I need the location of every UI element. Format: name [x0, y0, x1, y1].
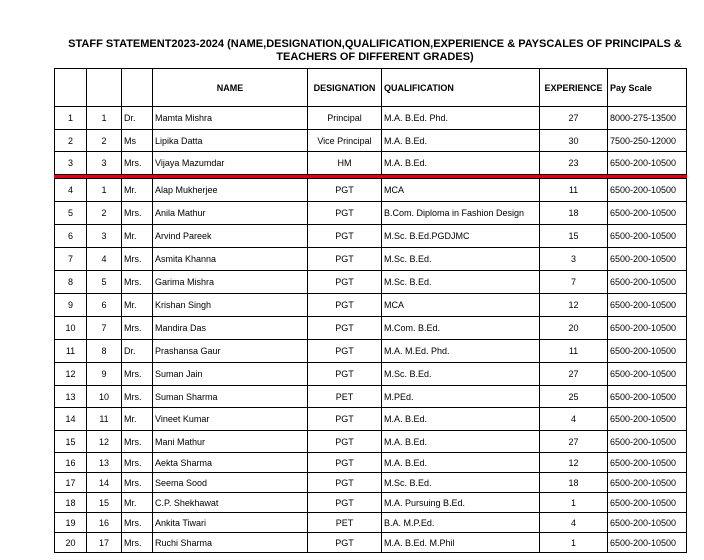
experience-cell: 18 [540, 473, 608, 493]
table-row [55, 271, 687, 294]
table-row [55, 317, 687, 340]
qualification-cell: M.PEd. [382, 386, 540, 408]
name-cell: Asmita Khanna [153, 248, 308, 271]
salutation-cell: Mrs. [122, 317, 153, 340]
experience-cell: 30 [540, 130, 608, 152]
qualification-cell: M.Sc. B.Ed. [382, 363, 540, 386]
designation-cell: PGT [308, 533, 382, 553]
header-row [55, 69, 687, 107]
experience-cell: 15 [540, 225, 608, 248]
header-name: NAME [153, 69, 308, 107]
salutation-cell: Mrs. [122, 473, 153, 493]
name-cell: Garima Mishra [153, 271, 308, 294]
serial-cell: 3 [55, 152, 87, 175]
qualification-cell: B.A. M.P.Ed. [382, 513, 540, 533]
pay-scale-cell: 6500-200-10500 [608, 513, 687, 533]
group-serial-cell: 3 [87, 225, 122, 248]
experience-cell: 11 [540, 179, 608, 202]
pay-scale-cell: 6500-200-10500 [608, 493, 687, 513]
experience-cell: 7 [540, 271, 608, 294]
table-row [55, 202, 687, 225]
salutation-cell: Mrs. [122, 202, 153, 225]
pay-scale-cell: 6500-200-10500 [608, 294, 687, 317]
name-cell: Prashansa Gaur [153, 340, 308, 363]
group-serial-cell: 10 [87, 386, 122, 408]
qualification-cell: M.A. B.Ed. [382, 130, 540, 152]
qualification-cell: M.Com. B.Ed. [382, 317, 540, 340]
experience-cell: 18 [540, 202, 608, 225]
name-cell: Mani Mathur [153, 431, 308, 453]
name-cell: Krishan Singh [153, 294, 308, 317]
experience-cell: 3 [540, 248, 608, 271]
salutation-cell: Dr. [122, 107, 153, 130]
group-serial-cell: 1 [87, 179, 122, 202]
name-cell: C.P. Shekhawat [153, 493, 308, 513]
group-serial-cell: 11 [87, 408, 122, 431]
designation-cell: PGT [308, 317, 382, 340]
designation-cell: PGT [308, 179, 382, 202]
experience-cell: 4 [540, 513, 608, 533]
pay-scale-cell: 6500-200-10500 [608, 473, 687, 493]
name-cell: Alap Mukherjee [153, 179, 308, 202]
salutation-cell: Mrs. [122, 513, 153, 533]
salutation-cell: Mr. [122, 225, 153, 248]
pay-scale-cell: 6500-200-10500 [608, 453, 687, 473]
table-row [55, 533, 687, 553]
experience-cell: 1 [540, 493, 608, 513]
designation-cell: PGT [308, 340, 382, 363]
experience-cell: 11 [540, 340, 608, 363]
table-row [55, 513, 687, 533]
designation-cell: PGT [308, 473, 382, 493]
group-serial-cell: 4 [87, 248, 122, 271]
table-row [55, 179, 687, 202]
designation-cell: PGT [308, 225, 382, 248]
table-row [55, 340, 687, 363]
designation-cell: PET [308, 386, 382, 408]
serial-cell: 4 [55, 179, 87, 202]
header-qualification: QUALIFICATION [382, 69, 540, 107]
serial-cell: 10 [55, 317, 87, 340]
designation-cell: PGT [308, 271, 382, 294]
pay-scale-cell: 6500-200-10500 [608, 271, 687, 294]
qualification-cell: M.A. B.Ed. [382, 453, 540, 473]
table-row [55, 294, 687, 317]
experience-cell: 1 [540, 533, 608, 553]
serial-cell: 1 [55, 107, 87, 130]
qualification-cell: M.A. Pursuing B.Ed. [382, 493, 540, 513]
qualification-cell: B.Com. Diploma in Fashion Design [382, 202, 540, 225]
table-row [55, 408, 687, 431]
qualification-cell: M.A. B.Ed. M.Phil [382, 533, 540, 553]
group-serial-cell: 6 [87, 294, 122, 317]
salutation-cell: Mrs. [122, 453, 153, 473]
header-group-serial [87, 69, 122, 107]
header-pay-scale: Pay Scale [608, 69, 687, 107]
table-row [55, 493, 687, 513]
name-cell: Vineet Kumar [153, 408, 308, 431]
name-cell: Suman Sharma [153, 386, 308, 408]
group-serial-cell: 7 [87, 317, 122, 340]
salutation-cell: Mrs. [122, 533, 153, 553]
serial-cell: 14 [55, 408, 87, 431]
experience-cell: 27 [540, 107, 608, 130]
salutation-cell: Mrs. [122, 431, 153, 453]
name-cell: Seema Sood [153, 473, 308, 493]
qualification-cell: M.A. B.Ed. Phd. [382, 107, 540, 130]
qualification-cell: M.A. B.Ed. [382, 431, 540, 453]
designation-cell: PGT [308, 408, 382, 431]
serial-cell: 13 [55, 386, 87, 408]
designation-cell: PGT [308, 363, 382, 386]
experience-cell: 25 [540, 386, 608, 408]
group-serial-cell: 13 [87, 453, 122, 473]
group-serial-cell: 2 [87, 130, 122, 152]
serial-cell: 16 [55, 453, 87, 473]
qualification-cell: M.Sc. B.Ed.PGDJMC [382, 225, 540, 248]
group-serial-cell: 8 [87, 340, 122, 363]
salutation-cell: Mr. [122, 408, 153, 431]
serial-cell: 2 [55, 130, 87, 152]
qualification-cell: MCA [382, 179, 540, 202]
pay-scale-cell: 8000-275-13500 [608, 107, 687, 130]
salutation-cell: Mr. [122, 493, 153, 513]
designation-cell: Principal [308, 107, 382, 130]
serial-cell: 9 [55, 294, 87, 317]
table-row [55, 386, 687, 408]
name-cell: Arvind Pareek [153, 225, 308, 248]
name-cell: Anila Mathur [153, 202, 308, 225]
table-body [55, 107, 687, 553]
group-serial-cell: 5 [87, 271, 122, 294]
designation-cell: PET [308, 513, 382, 533]
qualification-cell: M.A. M.Ed. Phd. [382, 340, 540, 363]
group-serial-cell: 2 [87, 202, 122, 225]
experience-cell: 27 [540, 363, 608, 386]
name-cell: Ruchi Sharma [153, 533, 308, 553]
designation-cell: PGT [308, 453, 382, 473]
name-cell: Suman Jain [153, 363, 308, 386]
header-experience: EXPERIENCE [540, 69, 608, 107]
serial-cell: 17 [55, 473, 87, 493]
pay-scale-cell: 6500-200-10500 [608, 317, 687, 340]
group-serial-cell: 17 [87, 533, 122, 553]
table-row [55, 225, 687, 248]
serial-cell: 8 [55, 271, 87, 294]
group-serial-cell: 9 [87, 363, 122, 386]
experience-cell: 27 [540, 431, 608, 453]
qualification-cell: M.A. B.Ed. [382, 408, 540, 431]
experience-cell: 20 [540, 317, 608, 340]
table-row [55, 107, 687, 130]
serial-cell: 19 [55, 513, 87, 533]
page-title [55, 38, 695, 64]
pay-scale-cell: 6500-200-10500 [608, 202, 687, 225]
pay-scale-cell: 6500-200-10500 [608, 340, 687, 363]
table-row [55, 130, 687, 152]
table-row [55, 152, 687, 175]
header-serial [55, 69, 87, 107]
salutation-cell: Mr. [122, 294, 153, 317]
pay-scale-cell: 6500-200-10500 [608, 225, 687, 248]
group-serial-cell: 14 [87, 473, 122, 493]
experience-cell: 12 [540, 453, 608, 473]
salutation-cell: Ms [122, 130, 153, 152]
pay-scale-cell: 6500-200-10500 [608, 431, 687, 453]
qualification-cell: M.Sc. B.Ed. [382, 248, 540, 271]
pay-scale-cell: 6500-200-10500 [608, 533, 687, 553]
name-cell: Ankita Tiwari [153, 513, 308, 533]
qualification-cell: MCA [382, 294, 540, 317]
salutation-cell: Mrs. [122, 248, 153, 271]
salutation-cell: Mrs. [122, 152, 153, 175]
group-serial-cell: 12 [87, 431, 122, 453]
title-line-1: STAFF STATEMENT2023-2024 (NAME,DESIGNATION,QUALIFICATION,EXPERIENCE & PAYSCALES OF PRINCIPALS & [68, 38, 682, 50]
experience-cell: 23 [540, 152, 608, 175]
serial-cell: 7 [55, 248, 87, 271]
serial-cell: 11 [55, 340, 87, 363]
serial-cell: 18 [55, 493, 87, 513]
salutation-cell: Mrs. [122, 386, 153, 408]
table-row [55, 248, 687, 271]
designation-cell: PGT [308, 202, 382, 225]
table-row [55, 473, 687, 493]
pay-scale-cell: 6500-200-10500 [608, 179, 687, 202]
header-designation: DESIGNATION [308, 69, 382, 107]
serial-cell: 12 [55, 363, 87, 386]
pay-scale-cell: 6500-200-10500 [608, 408, 687, 431]
header-salutation [122, 69, 153, 107]
pay-scale-cell: 6500-200-10500 [608, 363, 687, 386]
salutation-cell: Mrs. [122, 363, 153, 386]
group-serial-cell: 1 [87, 107, 122, 130]
qualification-cell: M.A. B.Ed. [382, 152, 540, 175]
experience-cell: 4 [540, 408, 608, 431]
pay-scale-cell: 6500-200-10500 [608, 248, 687, 271]
name-cell: Mamta Mishra [153, 107, 308, 130]
pay-scale-cell: 6500-200-10500 [608, 152, 687, 175]
group-serial-cell: 15 [87, 493, 122, 513]
serial-cell: 15 [55, 431, 87, 453]
serial-cell: 20 [55, 533, 87, 553]
staff-table [54, 68, 687, 553]
title-line-2: TEACHERS OF DIFFERENT GRADES) [276, 51, 474, 63]
experience-cell: 12 [540, 294, 608, 317]
table-row [55, 431, 687, 453]
designation-cell: PGT [308, 493, 382, 513]
table-row [55, 453, 687, 473]
designation-cell: PGT [308, 248, 382, 271]
designation-cell: PGT [308, 431, 382, 453]
designation-cell: PGT [308, 294, 382, 317]
pay-scale-cell: 6500-200-10500 [608, 386, 687, 408]
pay-scale-cell: 7500-250-12000 [608, 130, 687, 152]
salutation-cell: Dr. [122, 340, 153, 363]
table-row [55, 363, 687, 386]
group-serial-cell: 16 [87, 513, 122, 533]
salutation-cell: Mr. [122, 179, 153, 202]
salutation-cell: Mrs. [122, 271, 153, 294]
designation-cell: Vice Principal [308, 130, 382, 152]
qualification-cell: M.Sc. B.Ed. [382, 473, 540, 493]
name-cell: Aekta Sharma [153, 453, 308, 473]
designation-cell: HM [308, 152, 382, 175]
serial-cell: 5 [55, 202, 87, 225]
name-cell: Vijaya Mazumdar [153, 152, 308, 175]
name-cell: Lipika Datta [153, 130, 308, 152]
qualification-cell: M.Sc. B.Ed. [382, 271, 540, 294]
serial-cell: 6 [55, 225, 87, 248]
name-cell: Mandira Das [153, 317, 308, 340]
group-serial-cell: 3 [87, 152, 122, 175]
